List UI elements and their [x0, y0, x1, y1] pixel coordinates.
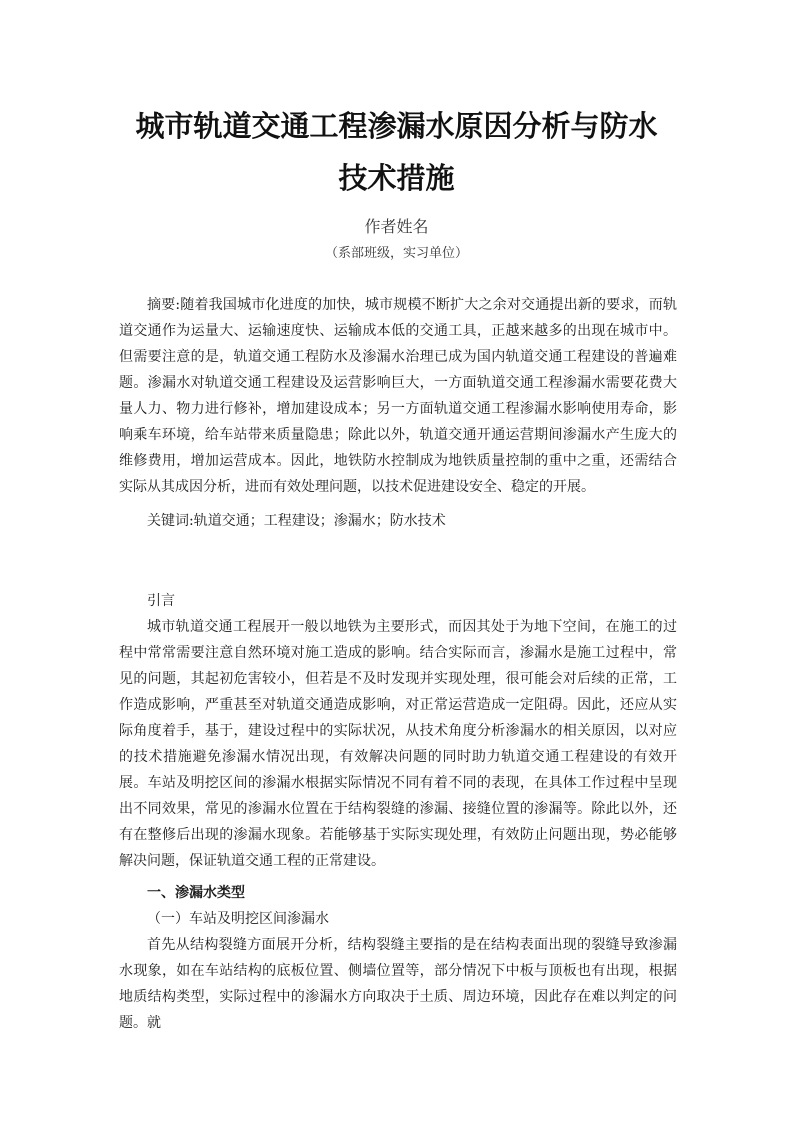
- section-1-heading: 一、渗漏水类型: [147, 885, 245, 901]
- intro-heading: 引言: [147, 593, 175, 609]
- author-name: 作者姓名: [364, 217, 429, 236]
- abstract: 摘要:随着我国城市化进度的加快，城市规模不断扩大之余对交通提出新的要求，而轨道交通作为运量大、运输速度快、运输成本低的交通工具，正越来越多的出现在城市中。但需要注意的是，轨道交通工程防水及渗漏水治理已成为国内轨道交通工程建设的普遍难题。渗漏水对轨道交通工程建设及运营影响巨大，一方面轨道交通工程渗漏水需要花费大量人力、物力进行修补，增加建设成本；另一方面轨道交通工程渗漏水影响使用寿命，影响乘车环境，给车站带来质量隐患；除此以外，轨道交通开通运营期间渗漏水产生庞大的维修费用，增加运营成本。因此，地铁防水控制成为地铁质量控制的重中之重，还需结合实际从其成因分析，进而有效处理问题，以技术促进建设安全、稳定的开展。: [119, 297, 677, 495]
- intro-paragraph: 城市轨道交通工程展开一般以地铁为主要形式，而因其处于为地下空间，在施工的过程中常常需要注意自然环境对施工造成的影响。结合实际而言，渗漏水是施工过程中，常见的问题，其起初危害较小，但若是不及时发现并实现处理，很可能会对后续的正常，工作造成影响，严重甚至对轨道交通造成影响，对正常运营造成一定阻碍。因此，还应从实际角度着手，基于，建设过程中的实际状况，从技术角度分析渗漏水的相关原因，以对应的技术措施避免渗漏水情况出现，有效解决问题的同时助力轨道交通工程建设的有效开展。车站及明挖区间的渗漏水根据实际情况不同有着不同的表现，在具体工作过程中呈现出不同效果，常见的渗漏水位置在于结构裂缝的渗漏、接缝位置的渗漏等。除此以外，还有在整修后出现的渗漏水现象。若能够基于实际实现处理，有效防止问题出现，势必能够解决问题，保证轨道交通工程的正常建设。: [119, 619, 677, 869]
- subsection-1-heading: （一）车站及明挖区间渗漏水: [147, 911, 329, 927]
- title-line-1: 城市轨道交通工程渗漏水原因分析与防水: [135, 109, 658, 143]
- keywords: 关键词:轨道交通；工程建设；渗漏水；防水技术: [147, 513, 446, 529]
- title-line-2: 技术措施: [338, 161, 455, 195]
- subsection-1-paragraph: 首先从结构裂缝方面展开分析，结构裂缝主要指的是在结构表面出现的裂缝导致渗漏水现象，如在车站结构的底板位置、侧墙位置等，部分情况下中板与顶板也有出现，根据地质结构类型，实际过程中的渗漏水方向取决于土质、周边环境，因此存在难以判定的问题。就: [119, 937, 677, 1031]
- author-affiliation: （系部班级，实习单位）: [324, 246, 468, 261]
